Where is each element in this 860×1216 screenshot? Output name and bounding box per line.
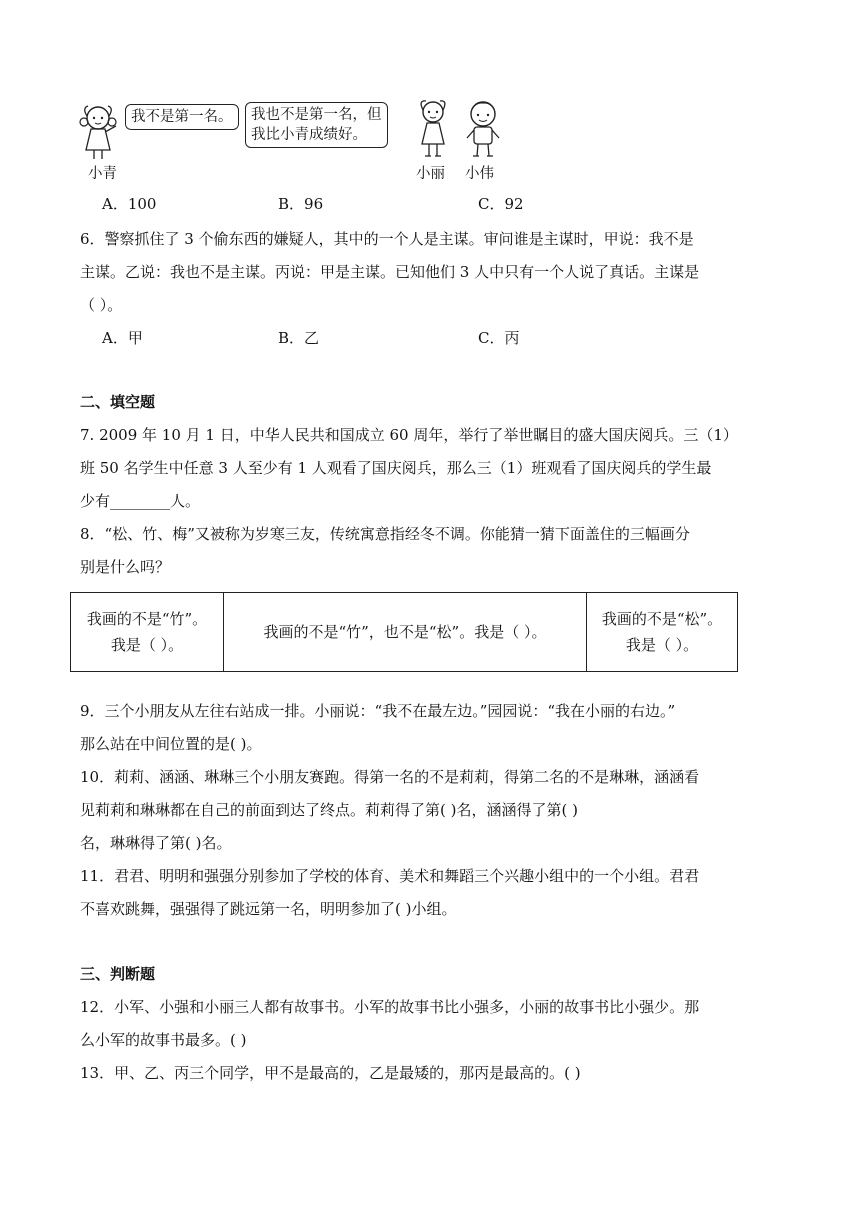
paintings-table <box>70 592 738 672</box>
bubble-left-text: 我不是第一名。 <box>131 109 233 125</box>
painting-cell-1-line1: 我画的不是“竹”。 <box>86 610 208 628</box>
painting-cell-2 <box>224 593 587 672</box>
q12-line1: 12．小军、小强和小丽三人都有故事书。小军的故事书比小强多，小丽的故事书比小强少。那 <box>80 998 700 1016</box>
q7-line3: 少有________人。 <box>80 492 201 510</box>
q9-line2: 那么站在中间位置的是( )。 <box>80 735 262 753</box>
q9-line1: 9．三个小朋友从左往右站成一排。小丽说：“我不在最左边。”园园说：“我在小丽的右边。” <box>80 702 676 720</box>
name-xiaowei: 小伟 <box>465 166 494 182</box>
painting-cell-2-text: 我画的不是“竹”，也不是“松”。我是（ ）。 <box>263 623 547 641</box>
painting-cell-3-line1: 我画的不是“松”。 <box>601 610 723 628</box>
q10-line3: 名，琳琳得了第( )名。 <box>80 834 232 852</box>
q13-line1: 13．甲、乙、丙三个同学，甲不是最高的，乙是最矮的，那丙是最高的。( ) <box>80 1064 581 1082</box>
q6-option-a: A．甲 <box>102 329 143 347</box>
q7-line1: 7. 2009 年 10 月 1 日，中华人民共和国成立 60 周年，举行了举世瞩目的盛大国庆阅兵。三（1） <box>80 426 738 444</box>
q6-line2: 主谋。乙说：我也不是主谋。丙说：甲是主谋。已知他们 3 人中只有一个人说了真话。主谋是 <box>80 263 700 281</box>
q8-line2: 别是什么吗？ <box>80 558 171 576</box>
q12-line2: 么小军的故事书最多。( ) <box>80 1031 247 1049</box>
q7-line2: 班 50 名学生中任意 3 人至少有 1 人观看了国庆阅兵，那么三（1）班观看了国庆阅兵的学生最 <box>80 459 712 477</box>
q6-option-c: C．丙 <box>478 329 520 347</box>
q8-line1: 8．“松、竹、梅”又被称为岁寒三友，传统寓意指经冬不调。你能猜一猜下面盖住的三幅画分 <box>80 525 690 543</box>
painting-cell-3 <box>587 593 738 672</box>
painting-cell-3-line2: 我是（ ）。 <box>625 636 699 654</box>
girl-xiaoqing-icon <box>76 102 120 162</box>
q6-line1: 6．警察抓住了 3 个偷东西的嫌疑人，其中的一个人是主谋。审问谁是主谋时，甲说：我不是 <box>80 230 694 248</box>
girl-xiaoli-icon <box>414 98 452 162</box>
q11-line2: 不喜欢跳舞，强强得了跳远第一名，明明参加了( )小组。 <box>80 900 457 918</box>
speech-bubble-right <box>245 102 388 148</box>
name-xiaoli: 小丽 <box>416 166 445 182</box>
q10-line2: 见莉莉和琳琳都在自己的前面到达了终点。莉莉得了第( )名，涵涵得了第( ) <box>80 801 578 819</box>
section3-title: 三、判断题 <box>80 965 156 983</box>
q6-option-b: B．乙 <box>278 329 320 347</box>
bubble-right-line2: 我比小青成绩好。 <box>251 127 367 143</box>
boy-xiaowei-icon <box>462 98 504 162</box>
q11-line1: 11．君君、明明和强强分别参加了学校的体育、美术和舞蹈三个兴趣小组中的一个小组。君君 <box>80 867 700 885</box>
q5-option-b: B．96 <box>278 195 324 213</box>
painting-cell-1 <box>71 593 224 672</box>
name-xiaoqing: 小青 <box>88 166 117 182</box>
section2-title: 二、填空题 <box>80 393 156 411</box>
bubble-right-line1: 我也不是第一名，但 <box>251 107 382 123</box>
speech-bubble-left <box>125 104 239 130</box>
q5-option-c: C．92 <box>478 195 524 213</box>
q5-option-a: A．100 <box>102 195 157 213</box>
q10-line1: 10．莉莉、涵涵、琳琳三个小朋友赛跑。得第一名的不是莉莉，得第二名的不是琳琳，涵涵看 <box>80 768 700 786</box>
painting-cell-1-line2: 我是（ ）。 <box>110 636 184 654</box>
q6-line3: （ ）。 <box>80 296 123 314</box>
